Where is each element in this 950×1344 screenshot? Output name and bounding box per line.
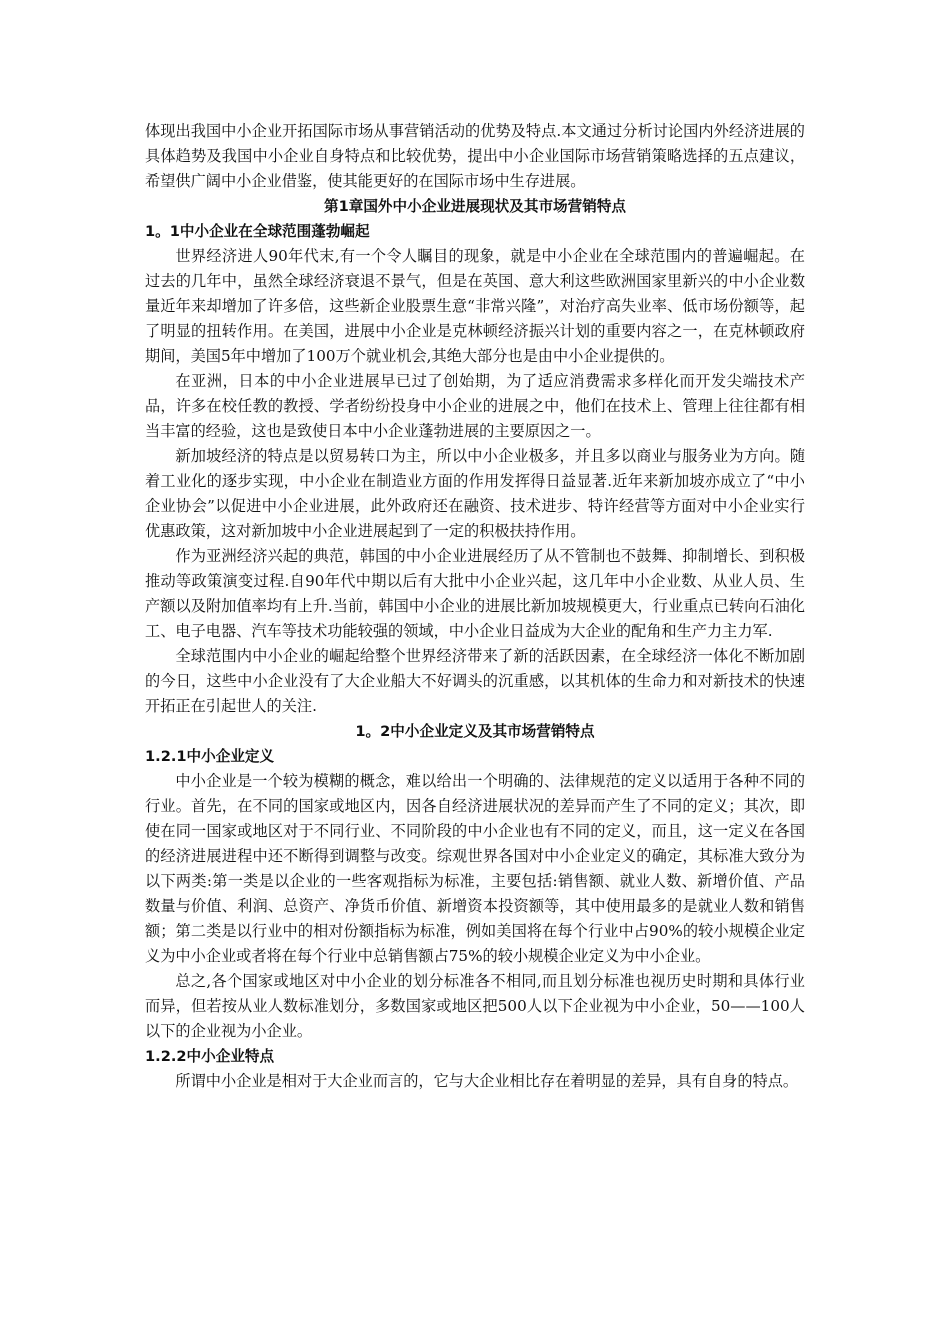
body-paragraph: 所谓中小企业是相对于大企业而言的，它与大企业相比存在着明显的差异，具有自身的特点。 — [175, 1072, 799, 1090]
document-page — [145, 119, 805, 1094]
intro-paragraph: 体现出我国中小企业开拓国际市场从事营销活动的优势及特点.本文通过分析讨论国内外经济进展的具体趋势及我国中小企业自身特点和比较优势，提出中小企业国际市场营销策略选择的五点建议，希望供广阔中小企业借鉴，使其能更好的在国际市场中生存进展。 — [145, 122, 805, 190]
subsection-heading-1-2-2: 1.2.2中小企业特点 — [145, 1048, 275, 1065]
body-paragraph: 世界经济进人90年代末,有一个令人瞩目的现象，就是中小企业在全球范围内的普遍崛起。在过去的几年中，虽然全球经济衰退不景气，但是在英国、意大利这些欧洲国家里新兴的中小企业数量近年来却增加了许多倍，这些新企业股票生意“非常兴隆”，对治疗高失业率、低市场份额等，起了明显的扭转作用。在美国，进展中小企业是克林顿经济振兴计划的重要内容之一，在克林顿政府期间，美国5年中增加了100万个就业机会,其绝大部分也是由中小企业提供的。 — [145, 247, 805, 365]
subsection-heading-1-2-1: 1.2.1中小企业定义 — [145, 748, 275, 765]
body-paragraph: 总之,各个国家或地区对中小企业的划分标准各不相同,而且划分标准也视历史时期和具体行业而异，但若按从业人数标准划分，多数国家或地区把500人以下企业视为中小企业，50——100人以下的企业视为小企业。 — [145, 972, 805, 1040]
section-heading-1-1: 1。1中小企业在全球范围蓬勃崛起 — [145, 223, 370, 240]
body-paragraph: 全球范围内中小企业的崛起给整个世界经济带来了新的活跃因素，在全球经济一体化不断加剧的今日，这些中小企业没有了大企业船大不好调头的沉重感，以其机体的生命力和对新技术的快速开拓正在引起世人的关注. — [145, 647, 805, 715]
body-paragraph: 中小企业是一个较为模糊的概念，难以给出一个明确的、法律规范的定义以适用于各种不同的行业。首先，在不同的国家或地区内，因各自经济进展状况的差异而产生了不同的定义；其次，即使在同一国家或地区对于不同行业、不同阶段的中小企业也有不同的定义，而且，这一定义在各国的经济进展进程中还不断得到调整与改变。综观世界各国对中小企业定义的确定，其标准大致分为以下两类:第一类是以企业的一些客观指标为标准，主要包括:销售额、就业人数、新增价值、产品数量与价值、利润、总资产、净货币价值、新增资本投资额等，其中使用最多的是就业人数和销售额；第二类是以行业中的相对份额指标为标准，例如美国将在每个行业中占90%的较小规模企业定义为中小企业或者将在每个行业中总销售额占75%的较小规模企业定义为中小企业。 — [145, 772, 805, 965]
body-paragraph: 新加坡经济的特点是以贸易转口为主，所以中小企业极多，并且多以商业与服务业为方向。随着工业化的逐步实现，中小企业在制造业方面的作用发挥得日益显著.近年来新加坡亦成立了“中小企业协会”以促进中小企业进展，此外政府还在融资、技术进步、特许经营等方面对中小企业实行优惠政策，这对新加坡中小企业进展起到了一定的积极扶持作用。 — [145, 447, 805, 540]
body-paragraph: 作为亚洲经济兴起的典范，韩国的中小企业进展经历了从不管制也不鼓舞、抑制增长、到积极推动等政策演变过程.自90年代中期以后有大批中小企业兴起，这几年中小企业数、从业人员、生产额以及附加值率均有上升.当前，韩国中小企业的进展比新加坡规模更大，行业重点已转向石油化工、电子电器、汽车等技术功能较强的领域，中小企业日益成为大企业的配角和生产力主力军. — [145, 547, 805, 640]
body-paragraph: 在亚洲，日本的中小企业进展早已过了创始期，为了适应消费需求多样化而开发尖端技术产品，许多在校任教的教授、学者纷纷投身中小企业的进展之中，他们在技术上、管理上往往都有相当丰富的经验，这也是致使日本中小企业蓬勃进展的主要原因之一。 — [145, 372, 805, 440]
section-title-1-2: 1。2中小企业定义及其市场营销特点 — [355, 723, 595, 740]
chapter-title: 第1章国外中小企业进展现状及其市场营销特点 — [323, 198, 627, 215]
